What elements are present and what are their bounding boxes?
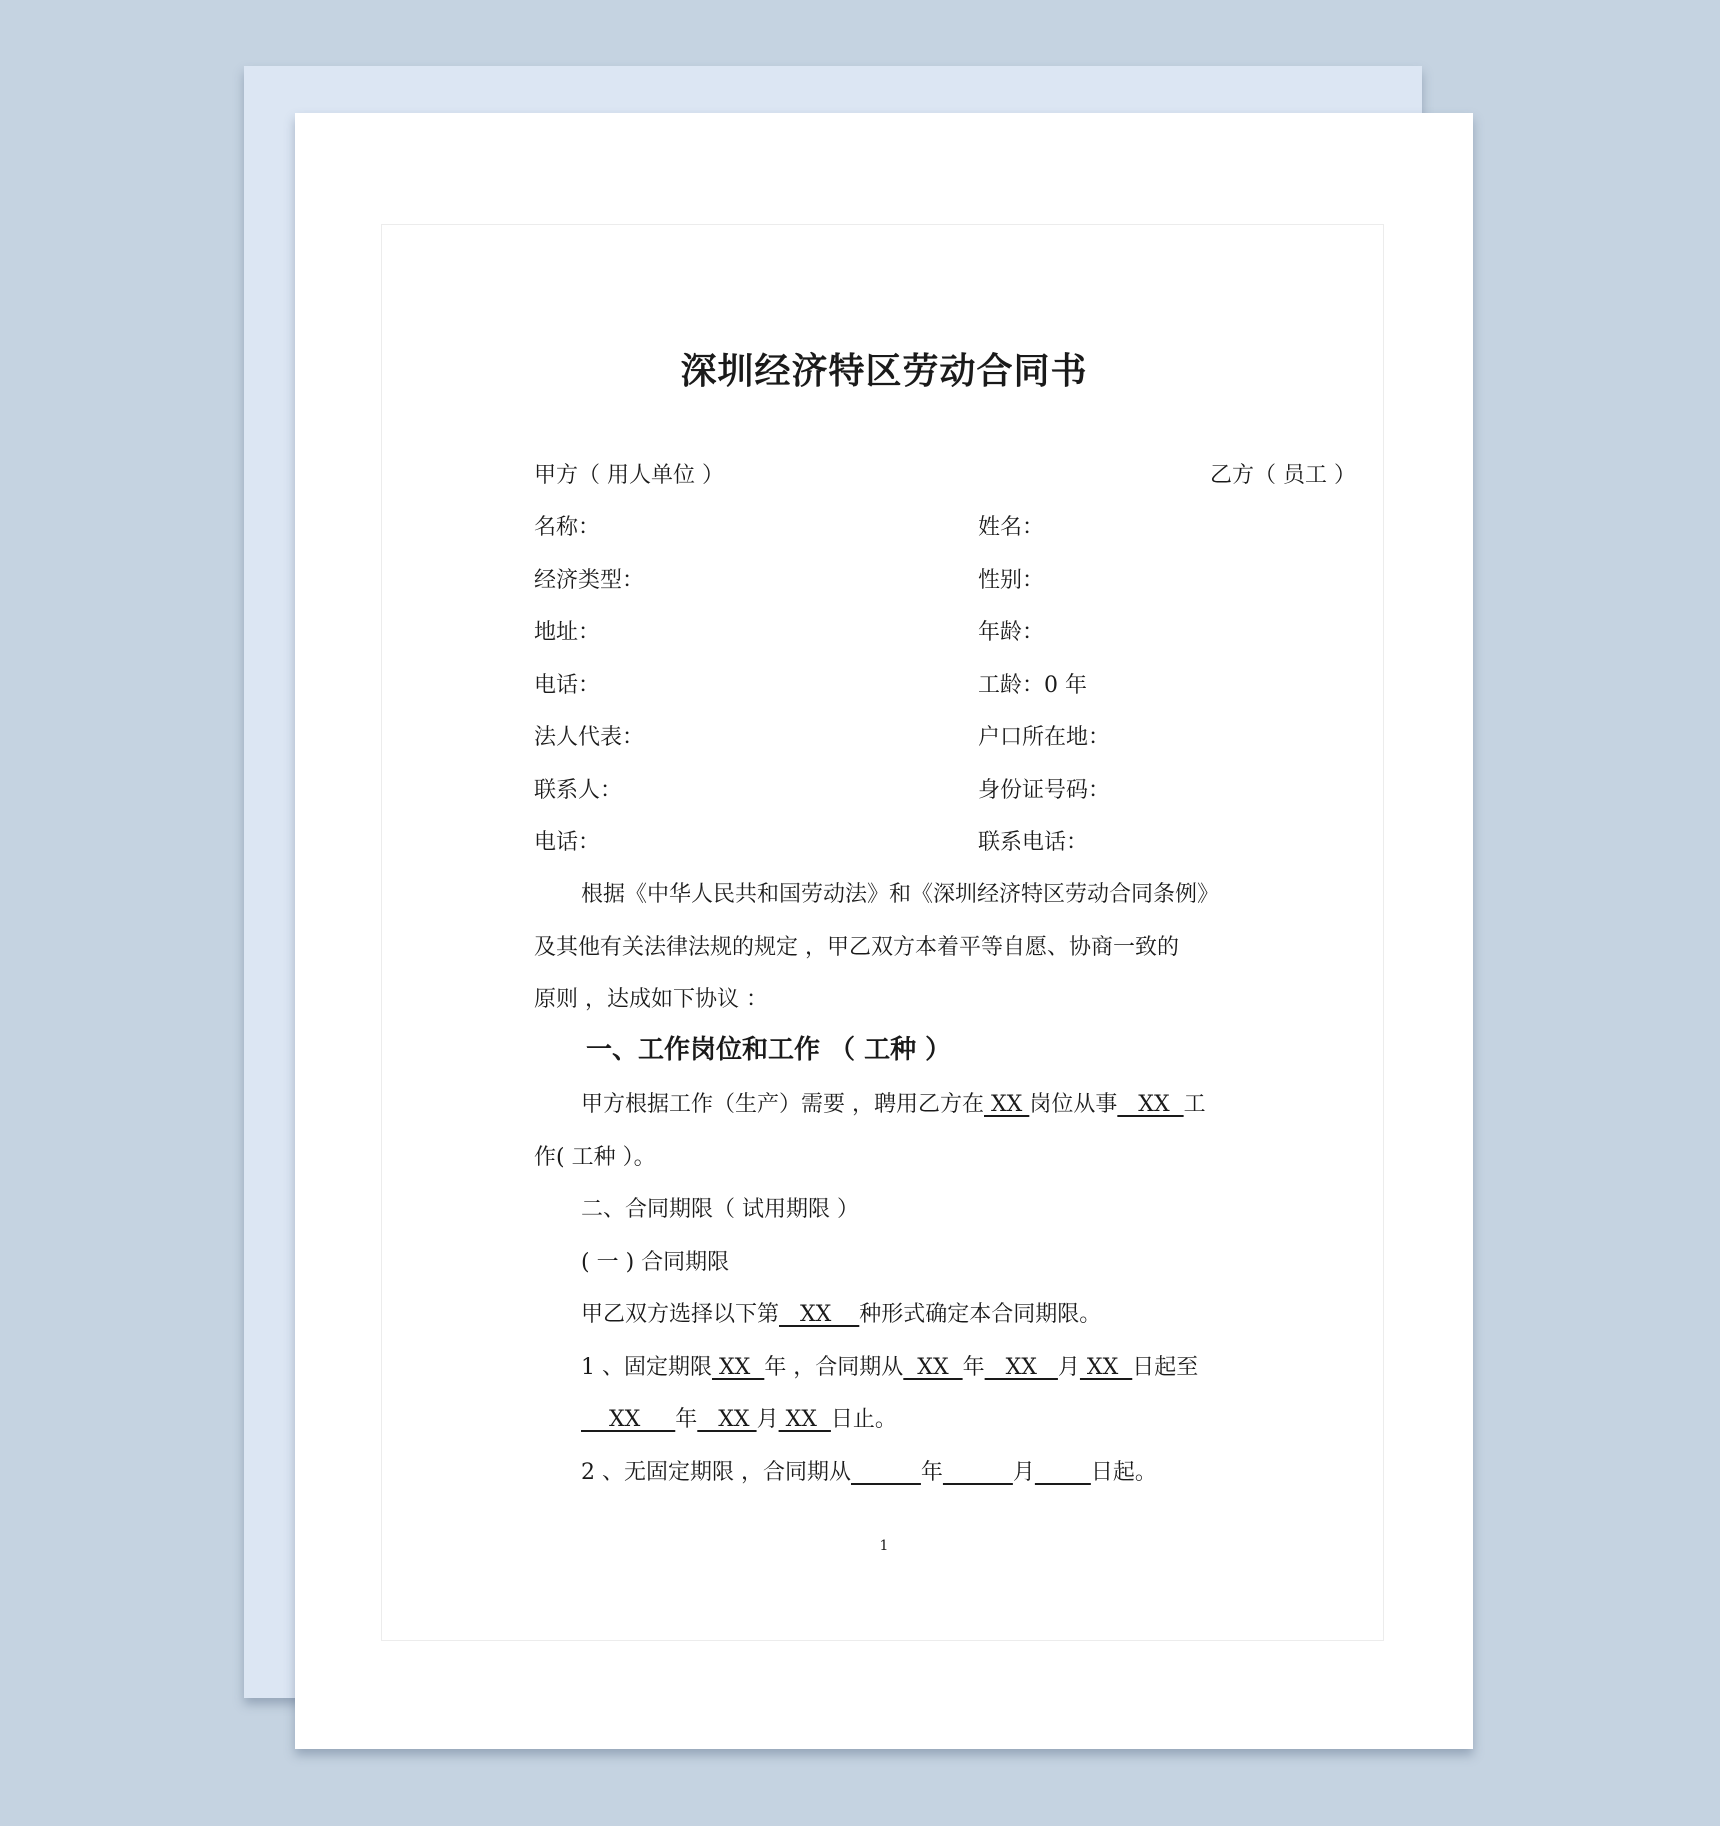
blank-field: XX	[778, 1407, 831, 1432]
blank-field: XX	[697, 1407, 757, 1432]
blank-field	[851, 1460, 921, 1485]
party-b-field: 户口所在地：	[978, 725, 1111, 750]
text-run: 甲乙双方选择以下第	[581, 1302, 780, 1327]
blank-field: XX	[1079, 1355, 1133, 1380]
party-a-field: 电话：	[534, 830, 601, 855]
intro-line: 根据《中华人民共和国劳动法》和《深圳经济特区劳动合同条例》	[581, 882, 1220, 907]
parties-header-row	[534, 461, 1356, 491]
blank-field: XX	[1117, 1092, 1184, 1117]
party-row	[534, 566, 1294, 596]
page-number: 1	[879, 1538, 889, 1554]
subsection-heading: ( 一 ) 合同期限	[581, 1250, 730, 1275]
party-row	[534, 828, 1294, 858]
party-a-header: 甲方（ 用人单位 ）	[534, 463, 724, 488]
text-run: 工	[1183, 1092, 1206, 1117]
party-a-field: 名称：	[534, 515, 601, 540]
party-row	[534, 776, 1294, 806]
blank-field: XX	[712, 1355, 765, 1380]
party-a-field: 电话：	[534, 673, 601, 698]
blank-field: XX	[984, 1355, 1058, 1380]
intro-line: 原则 ，达成如下协议 ：	[534, 987, 768, 1012]
text-run: 日止。	[830, 1407, 897, 1432]
text-run: 甲方根据工作（生产）需要 ，聘用乙方在	[581, 1092, 984, 1117]
document-page	[295, 113, 1473, 1749]
party-b-header: 乙方（ 员工 ）	[1210, 463, 1356, 488]
fixed-term-line-cont	[581, 1405, 1341, 1435]
text-run: 年	[675, 1407, 698, 1432]
party-row	[534, 513, 1294, 543]
open-term-line	[581, 1458, 1341, 1488]
party-a-field: 法人代表：	[534, 725, 645, 750]
text-run: 月	[1012, 1460, 1035, 1485]
term-choice-line	[581, 1300, 1341, 1330]
intro-line: 及其他有关法律法规的规定 ，甲乙双方本着平等自愿、协商一致的	[534, 935, 1179, 960]
blank-field: XX	[984, 1092, 1030, 1117]
text-run: 岗位从事	[1029, 1092, 1118, 1117]
text-run: 2 、无固定期限 ，合同期从	[581, 1460, 851, 1485]
blank-field: XX	[779, 1302, 860, 1327]
blank-field	[943, 1460, 1013, 1485]
party-b-field: 身份证号码：	[978, 778, 1111, 803]
text-run: 年	[962, 1355, 985, 1380]
party-row	[534, 618, 1294, 648]
text-run: 年 ，合同期从	[764, 1355, 904, 1380]
text-run: 日起。	[1090, 1460, 1157, 1485]
party-row	[534, 723, 1294, 753]
party-b-field: 联系电话：	[978, 830, 1089, 855]
party-b-field: 年龄：	[978, 620, 1045, 645]
text-run: 年	[920, 1460, 943, 1485]
party-a-field: 经济类型：	[534, 568, 645, 593]
party-b-field: 性别：	[978, 568, 1045, 593]
text-run: 种形式确定本合同期限。	[859, 1302, 1102, 1327]
text-run: 月	[756, 1407, 779, 1432]
section-heading: 二、合同期限（ 试用期限 ）	[581, 1197, 859, 1222]
party-a-field: 地址：	[534, 620, 601, 645]
party-a-field: 联系人：	[534, 778, 623, 803]
party-b-field: 姓名：	[978, 515, 1045, 540]
blank-field: XX	[581, 1407, 676, 1432]
document-title: 深圳经济特区劳动合同书	[680, 350, 1088, 392]
party-row	[534, 671, 1294, 701]
section1-paragraph	[581, 1090, 1341, 1120]
party-b-field: 工龄：0 年	[978, 673, 1087, 698]
section1-paragraph-cont: 作( 工种 ）。	[534, 1145, 656, 1170]
text-run: 月	[1057, 1355, 1080, 1380]
section-heading: 一、工作岗位和工作 （ 工种 ）	[586, 1035, 952, 1065]
blank-field: XX	[903, 1355, 963, 1380]
fixed-term-line	[581, 1353, 1341, 1383]
text-run: 1 、固定期限	[581, 1355, 712, 1380]
blank-field	[1035, 1460, 1091, 1485]
text-run: 日起至	[1132, 1355, 1199, 1380]
